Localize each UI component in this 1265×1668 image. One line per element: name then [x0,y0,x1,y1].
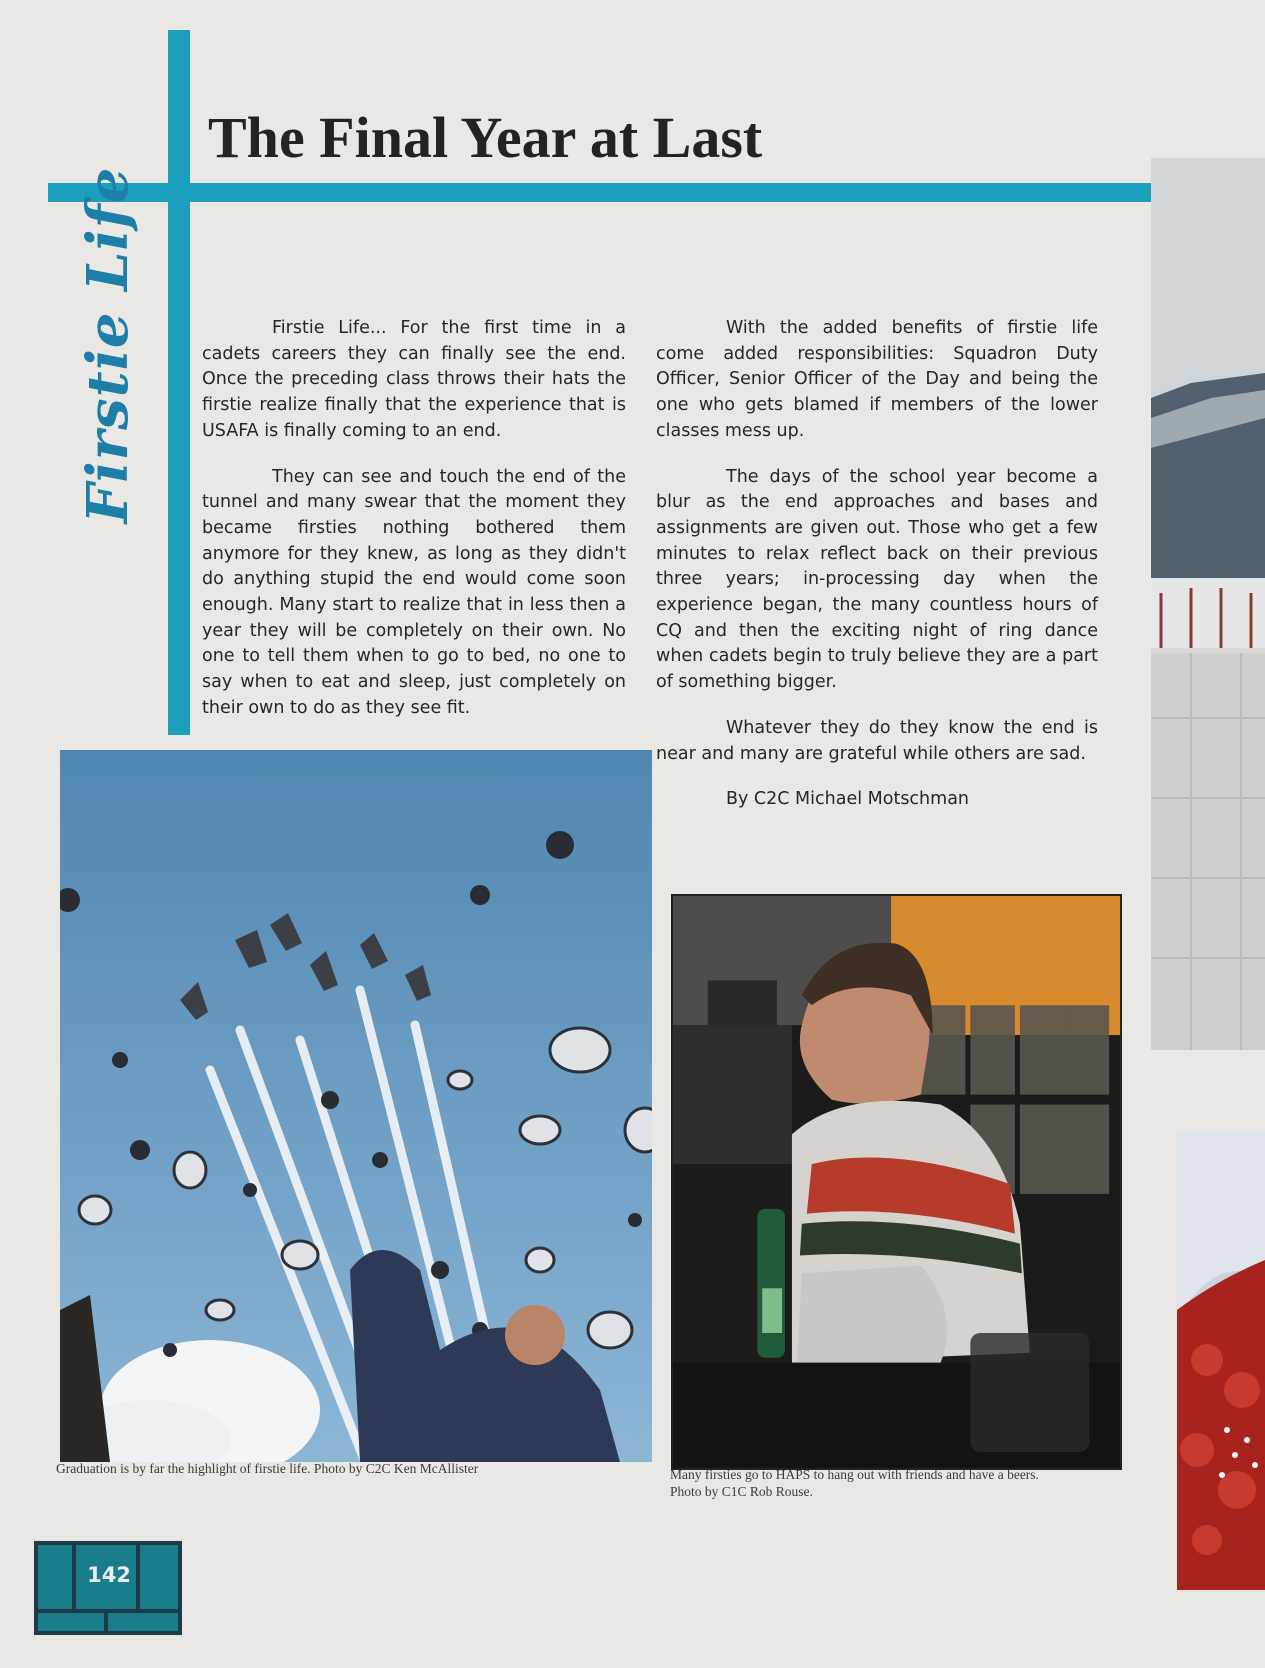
mountain-photo [1151,158,1265,1050]
article-column-2 [656,316,1098,813]
haps-photo [671,894,1122,1470]
article-column-1 [202,316,626,742]
graduation-photo-caption: Graduation is by far the highlight of firstie life. Photo by C2C Ken McAllister [56,1461,479,1476]
page-box-cell [38,1613,104,1631]
haps-caption-line1: Many firsties go to HAPS to hang out with friends and have a beers. [670,1467,1039,1482]
article-paragraph: They can see and touch the end of the tunnel and many swear that the moment they became firsties nothing bothered them anymore for they knew, as long as they didn't do anything stupid the end would come soon enough. Many start to realize that in less then a year they will be completely on their own. No one to tell them when to go to bed, no one to say when to eat and sleep, just completely on their own to do as they see fit. [202,466,626,718]
article-byline: By C2C Michael Motschman [726,789,970,810]
article-paragraph: Whatever they do they know the end is near and many are grateful while others are sad. [656,717,1098,764]
flowers-photo [1177,1130,1265,1590]
section-label [48,166,168,524]
page-title: The Final Year at Last [208,105,763,170]
section-label-text: Firstie Life [75,166,141,524]
article-paragraph: Firstie Life... For the first time in a cadets careers they can finally see the end. Once the preceding class throws their hats the firstie realize finally that the experience that is USAFA is finally coming to an end. [202,318,626,441]
article-paragraph: With the added benefits of firstie life come added responsibilities: Squadron Duty Officer, Senior Officer of the Day and being the one who gets blamed if members of the lower classes mess up. [656,318,1098,441]
graduation-photo [60,750,652,1462]
page-number: 142 [87,1563,131,1587]
horizontal-accent-bar [48,183,1152,202]
haps-photo-caption [670,1466,1130,1500]
page-number-box [34,1541,182,1635]
article-paragraph: The days of the school year become a blur as the end approaches and bases and assignments are given out. Those who get a few minutes to relax reflect back on their previous three years; in-processing day when the experience began, the many countless hours of CQ and then the exciting night of ring dance when cadets begin to truly believe they are a part of something bigger. [656,466,1098,693]
vertical-accent-bar [168,30,190,735]
page-box-cell [108,1613,178,1631]
haps-caption-line2: Photo by C1C Rob Rouse. [670,1484,813,1499]
